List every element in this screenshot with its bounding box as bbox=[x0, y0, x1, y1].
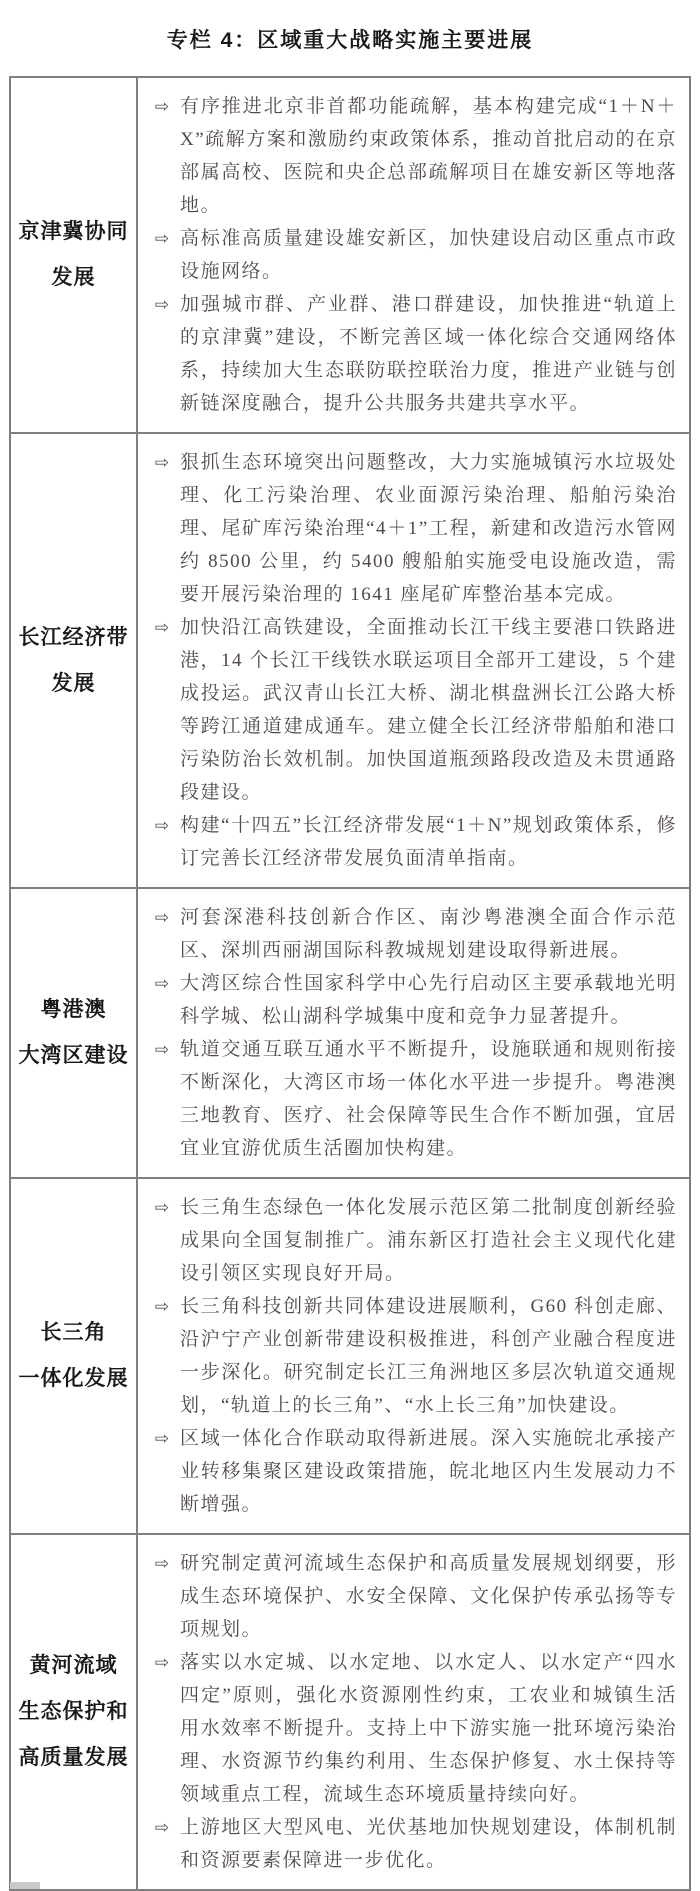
progress-item bbox=[144, 901, 679, 967]
progress-items-cell bbox=[137, 433, 690, 888]
region-strategy-label-line: 长江经济带 bbox=[18, 625, 129, 649]
progress-item-text: 大湾区综合性国家科学中心先行启动区主要承载地光明科学城、松山湖科学城集中度和竞争力显著提升。 bbox=[180, 973, 677, 1027]
table-row bbox=[10, 1178, 690, 1534]
progress-item-text: 长三角生态绿色一体化发展示范区第二批制度创新经验成果向全国复制推广。浦东新区打造社会主义现代化建设引领区实现良好开局。 bbox=[180, 1197, 677, 1284]
region-strategy-label bbox=[10, 77, 137, 433]
white-arrow-bullet-icon: ⇨ bbox=[154, 229, 170, 248]
white-arrow-bullet-icon: ⇨ bbox=[154, 1818, 170, 1837]
progress-item-text: 河套深港科技创新合作区、南沙粤港澳全面合作示范区、深圳西丽湖国际科教城规划建设取得新进展。 bbox=[180, 907, 677, 961]
progress-item-text: 高标准高质量建设雄安新区，加快建设启动区重点市政设施网络。 bbox=[180, 228, 677, 282]
white-arrow-bullet-icon: ⇨ bbox=[154, 1429, 170, 1448]
progress-item bbox=[144, 1422, 679, 1521]
progress-item bbox=[144, 222, 679, 288]
white-arrow-bullet-icon: ⇨ bbox=[154, 1040, 170, 1059]
white-arrow-bullet-icon: ⇨ bbox=[154, 618, 170, 637]
region-strategy-label bbox=[10, 1178, 137, 1534]
region-strategy-label-line: 高质量发展 bbox=[18, 1746, 129, 1769]
region-strategy-label-line: 长三角 bbox=[40, 1321, 107, 1344]
table-row bbox=[10, 433, 690, 888]
page-title: 专栏 4：区域重大战略实施主要进展 bbox=[166, 29, 534, 52]
progress-item bbox=[144, 1290, 679, 1422]
white-arrow-bullet-icon: ⇨ bbox=[154, 908, 170, 927]
region-strategy-label-line: 大湾区建设 bbox=[18, 1044, 129, 1067]
progress-item bbox=[144, 288, 679, 420]
region-strategy-label-line: 粤港澳 bbox=[40, 998, 107, 1021]
progress-items-cell bbox=[137, 888, 690, 1178]
progress-item bbox=[144, 1646, 679, 1811]
progress-item-text: 研究制定黄河流域生态保护和高质量发展规划纲要，形成生态环境保护、水安全保障、文化保护传承弘扬等专项规划。 bbox=[180, 1553, 677, 1640]
white-arrow-bullet-icon: ⇨ bbox=[154, 1198, 170, 1217]
table-row bbox=[10, 77, 690, 433]
region-strategy-label-line: 京津冀协同 bbox=[18, 220, 129, 243]
region-strategy-label bbox=[10, 888, 137, 1178]
progress-items-cell bbox=[137, 77, 690, 433]
progress-item bbox=[144, 1191, 679, 1290]
white-arrow-bullet-icon: ⇨ bbox=[154, 1554, 170, 1573]
white-arrow-bullet-icon: ⇨ bbox=[154, 1653, 170, 1672]
table-body bbox=[10, 77, 690, 1890]
region-strategy-label-line: 发展 bbox=[51, 671, 96, 695]
progress-item bbox=[144, 1033, 679, 1165]
progress-item-text: 加快沿江高铁建设，全面推动长江干线主要港口铁路进港，14 个长江干线铁水联运项目全部开工建设，5 个建成投运。武汉青山长江大桥、湖北棋盘洲长江公路大桥等跨江通道建成通车。建立健全长江经济带船舶和港口污染防治长效机制。加快国道瓶颈路段改造及未贯通路段建设。 bbox=[180, 617, 677, 803]
progress-item-text: 构建“十四五”长江经济带发展“1＋N”规划政策体系，修订完善长江经济带发展负面清单指南。 bbox=[180, 815, 677, 869]
progress-item-text: 上游地区大型风电、光伏基地加快规划建设，体制机制和资源要素保障进一步优化。 bbox=[180, 1817, 677, 1871]
progress-item bbox=[144, 1547, 679, 1646]
progress-item bbox=[144, 1811, 679, 1877]
white-arrow-bullet-icon: ⇨ bbox=[154, 1297, 170, 1316]
progress-items-cell bbox=[137, 1178, 690, 1534]
region-strategy-label-line: 黄河流域 bbox=[29, 1654, 118, 1677]
region-strategy-label-line: 一体化发展 bbox=[18, 1367, 129, 1390]
region-strategy-label-line: 生态保护和 bbox=[18, 1700, 129, 1723]
progress-item bbox=[144, 809, 679, 875]
region-strategy-label-line: 发展 bbox=[51, 266, 96, 289]
white-arrow-bullet-icon: ⇨ bbox=[154, 453, 170, 472]
progress-item-text: 狠抓生态环境突出问题整改，大力实施城镇污水垃圾处理、化工污染治理、农业面源污染治理、船舶污染治理、尾矿库污染治理“4＋1”工程，新建和改造污水管网约 8500 公里，约 5400 艘船舶实施受电设施改造，需要开展污染治理的 1641 座尾矿库整治基本完成。 bbox=[180, 452, 677, 605]
progress-items-cell bbox=[137, 1534, 690, 1890]
progress-item bbox=[144, 611, 679, 809]
progress-item-text: 加强城市群、产业群、港口群建设，加快推进“轨道上的京津冀”建设，不断完善区域一体化综合交通网络体系，持续加大生态联防联控联治力度，推进产业链与创新链深度融合，提升公共服务共建共享水平。 bbox=[180, 294, 677, 414]
progress-item-text: 落实以水定城、以水定地、以水定人、以水定产“四水四定”原则，强化水资源刚性约束，工农业和城镇生活用水效率不断提升。支持上中下游实施一批环境污染治理、水资源节约集约利用、生态保护修复、水土保持等领域重点工程，流域生态环境质量持续向好。 bbox=[180, 1652, 677, 1805]
progress-item-text: 长三角科技创新共同体建设进展顺利，G60 科创走廊、沿沪宁产业创新带建设积极推进，科创产业融合程度进一步深化。研究制定长江三角洲地区多层次轨道交通规划，“轨道上的长三角”、“水上长三角”加快建设。 bbox=[180, 1296, 677, 1416]
progress-item bbox=[144, 90, 679, 222]
progress-item bbox=[144, 446, 679, 611]
region-strategy-label bbox=[10, 433, 137, 888]
strategy-progress-table bbox=[9, 76, 691, 1891]
white-arrow-bullet-icon: ⇨ bbox=[154, 816, 170, 835]
table-row bbox=[10, 1534, 690, 1890]
table-row bbox=[10, 888, 690, 1178]
white-arrow-bullet-icon: ⇨ bbox=[154, 295, 170, 314]
white-arrow-bullet-icon: ⇨ bbox=[154, 974, 170, 993]
progress-item-text: 轨道交通互联互通水平不断提升，设施联通和规则衔接不断深化，大湾区市场一体化水平进一步提升。粤港澳三地教育、医疗、社会保障等民生合作不断加强，宜居宜业宜游优质生活圈加快构建。 bbox=[180, 1039, 677, 1159]
progress-item-text: 区域一体化合作联动取得新进展。深入实施皖北承接产业转移集聚区建设政策措施，皖北地区内生发展动力不断增强。 bbox=[180, 1428, 677, 1515]
progress-item-text: 有序推进北京非首都功能疏解，基本构建完成“1＋N＋X”疏解方案和激励约束政策体系，推动首批启动的在京部属高校、医院和央企总部疏解项目在雄安新区等地落地。 bbox=[180, 96, 677, 216]
page-edge-artifact bbox=[10, 1882, 40, 1889]
region-strategy-label bbox=[10, 1534, 137, 1890]
white-arrow-bullet-icon: ⇨ bbox=[154, 97, 170, 116]
progress-item bbox=[144, 967, 679, 1033]
